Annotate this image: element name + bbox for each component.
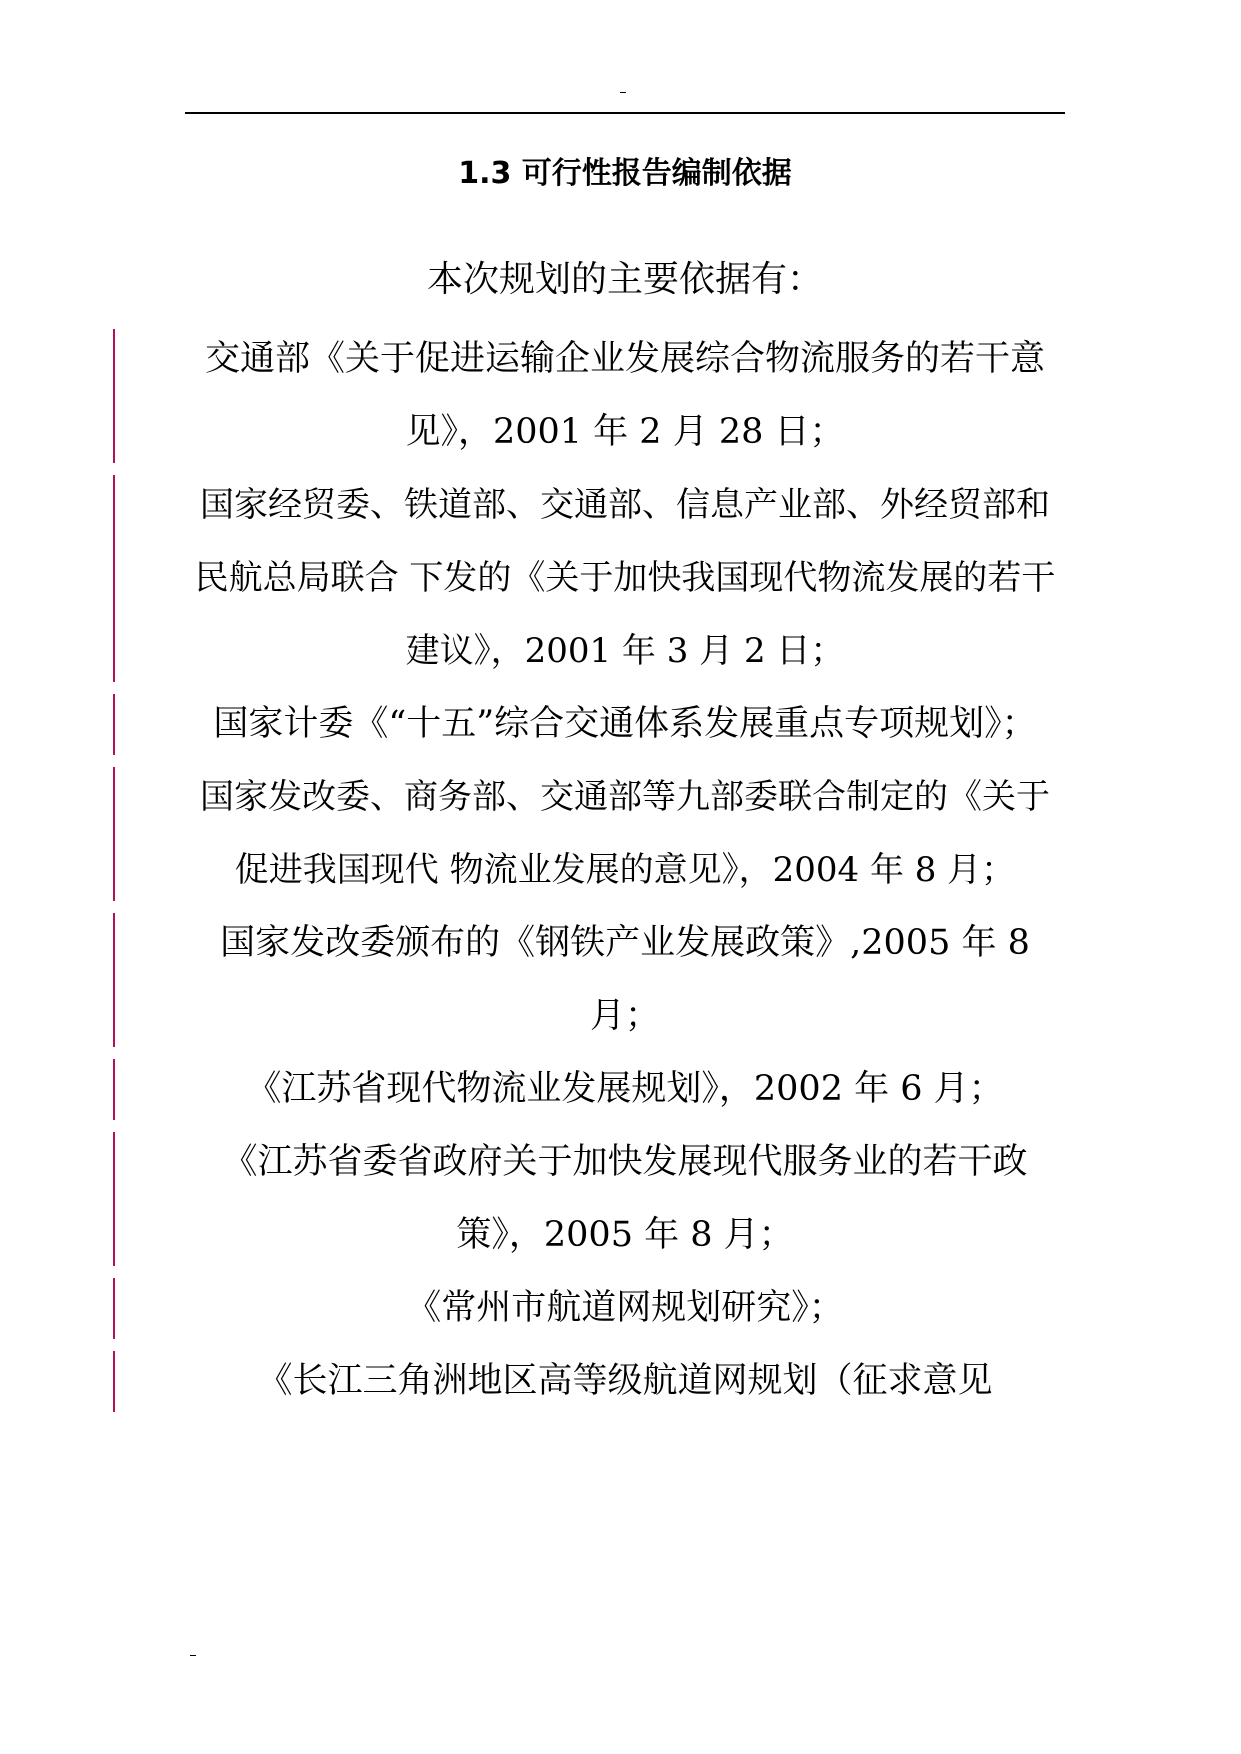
reference-text: 交通部《关于促进运输企业发展综合物流服务的若干意见》，2001 年 2 月 28 日； (204, 339, 1045, 452)
reference-text: 《江苏省委省政府关于加快发展现代服务业的若干政策》，2005 年 8 月； (222, 1142, 1028, 1255)
reference-item (185, 1053, 1065, 1126)
change-bar (113, 1351, 115, 1412)
change-bar (113, 1132, 115, 1266)
reference-list (185, 323, 1065, 1418)
change-bar (113, 1059, 115, 1120)
change-bar (113, 1278, 115, 1339)
reference-text: 《常州市航道网规划研究》； (406, 1288, 844, 1328)
header-rule (185, 112, 1065, 114)
reference-text: 国家发改委颁布的《钢铁产业发展政策》,2005 年 8 月； (220, 923, 1030, 1036)
reference-text: 国家发改委、商务部、交通部等九部委联合制定的《关于促进我国现代 物流业发展的意见》，2004 年 8 月； (200, 777, 1050, 890)
reference-item (185, 323, 1065, 469)
reference-item (185, 1272, 1065, 1345)
lead-sentence: 本次规划的主要依据有： (426, 259, 823, 300)
reference-text: 国家经贸委、铁道部、交通部、信息产业部、外经贸部和民航总局联合 下发的《关于加快我国现代物流发展的若干建议》，2001 年 3 月 2 日； (194, 485, 1056, 671)
change-bar (113, 767, 115, 901)
reference-item (185, 761, 1065, 907)
reference-text: 《长江三角洲地区高等级航道网规划（征求意见 (257, 1361, 993, 1401)
header-dash (620, 92, 626, 93)
reference-item (185, 1345, 1065, 1418)
reference-text: 《江苏省现代物流业发展规划》，2002 年 6 月； (246, 1069, 1004, 1109)
change-bar (113, 913, 115, 1047)
footer-dash (190, 1655, 196, 1656)
reference-item (185, 688, 1065, 761)
reference-text: 国家计委《“十五”综合交通体系发展重点专项规划》； (213, 704, 1037, 744)
reference-item (185, 1126, 1065, 1272)
section-title: 1.3 可行性报告编制依据 (458, 156, 792, 191)
reference-item (185, 469, 1065, 688)
change-bar (113, 475, 115, 682)
reference-item (185, 907, 1065, 1053)
change-bar (113, 329, 115, 463)
change-bar (113, 694, 115, 755)
